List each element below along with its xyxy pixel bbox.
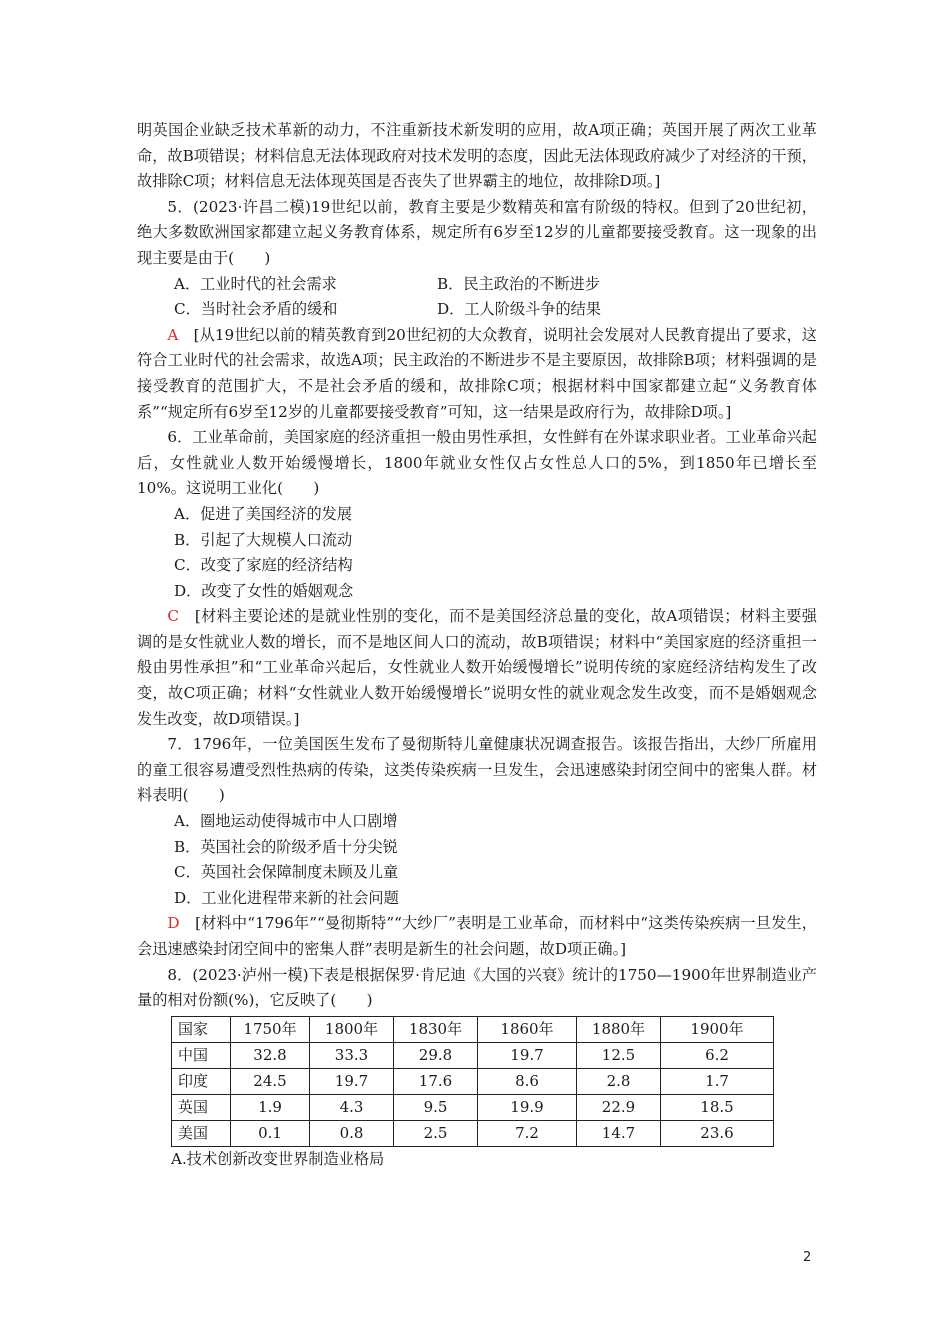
table-row xyxy=(172,1068,774,1094)
answer-letter: C xyxy=(167,607,180,626)
table-cell: 22.9 xyxy=(577,1094,661,1120)
option-a: A．圈地运动使得城市中人口剧增 xyxy=(174,812,398,831)
question-7-answer xyxy=(137,911,817,962)
question-5-stem: 5．(2023·许昌二模)19世纪以前，教育主要是少数精英和富有阶级的特权。但到了20世纪初，绝大多数欧洲国家都建立起义务教育体系，规定所有6岁至12岁的儿童都要接受教育。这一现象的出现主要是由于( ) xyxy=(137,197,817,267)
page-number: 2 xyxy=(803,1250,812,1265)
table-cell: 12.5 xyxy=(577,1042,661,1068)
question-7-stem: 7．1796年，一位美国医生发布了曼彻斯特儿童健康状况调查报告。该报告指出，大纱厂所雇用的童工很容易遭受烈性热病的传染，这类传染疾病一旦发生，会迅速感染封闭空间中的密集人群。材料表明( ) xyxy=(137,735,817,805)
option-c: C．当时社会矛盾的缓和 xyxy=(174,300,338,319)
question-8-stem: 8．(2023·泸州一模)下表是根据保罗·肯尼迪《大国的兴衰》统计的1750—1900年世界制造业产量的相对份额(%)，它反映了( ) xyxy=(137,965,817,1010)
question-6-stem: 6．工业革命前，美国家庭的经济重担一般由男性承担，女性鲜有在外谋求职业者。工业革命兴起后，女性就业人数开始缓慢增长，1800年就业女性仅占女性总人口的5%，到1850年已增长至10%。这说明工业化( ) xyxy=(137,428,817,498)
table-cell: 英国 xyxy=(172,1094,231,1120)
manufacturing-share-table xyxy=(171,1016,774,1147)
option-b: B．引起了大规模人口流动 xyxy=(174,530,353,549)
question-6-answer xyxy=(137,604,817,732)
answer-analysis: [材料主要论述的是就业性别的变化，而不是美国经济总量的变化，故A项错误；材料主要强调的是女性就业人数的增长，而不是地区间人口的流动，故B项错误；材料中“美国家庭的经济重担一般由男性承担”和“工业革命兴起后，女性就业人数开始缓慢增长”说明传统的家庭经济结构发生了改变，故C项正确；材料“女性就业人数开始缓慢增长”说明女性的就业观念发生改变，而不是婚姻观念发生改变，故D项错误。] xyxy=(137,607,817,728)
table-cell: 18.5 xyxy=(661,1094,774,1120)
answer-analysis: [材料中“1796年”“曼彻斯特”“大纱厂”表明是工业革命，而材料中“这类传染疾病一旦发生，会迅速感染封闭空间中的密集人群”表明是新生的社会问题，故D项正确。] xyxy=(137,914,817,958)
option-c: C．英国社会保障制度未顾及儿童 xyxy=(174,863,399,882)
table-cell: 中国 xyxy=(172,1042,231,1068)
table-cell: 29.8 xyxy=(394,1042,478,1068)
option-a: A．促进了美国经济的发展 xyxy=(174,504,353,523)
option-b: B．民主政治的不断进步 xyxy=(437,274,601,293)
table-cell: 19.9 xyxy=(478,1094,577,1120)
table-cell: 8.6 xyxy=(478,1068,577,1094)
table-cell: 美国 xyxy=(172,1120,231,1146)
table-cell: 32.8 xyxy=(231,1042,310,1068)
table-header-cell: 1830年 xyxy=(394,1016,478,1042)
table-cell: 2.8 xyxy=(577,1068,661,1094)
option-d: D．改变了女性的婚姻观念 xyxy=(174,581,354,600)
question-5-options-row-2 xyxy=(137,297,817,323)
option-d: D．工人阶级斗争的结果 xyxy=(437,300,602,319)
table-row xyxy=(172,1094,774,1120)
table-cell: 14.7 xyxy=(577,1120,661,1146)
table-cell: 0.1 xyxy=(231,1120,310,1146)
table-cell: 6.2 xyxy=(661,1042,774,1068)
table-cell: 1.7 xyxy=(661,1068,774,1094)
table-cell: 印度 xyxy=(172,1068,231,1094)
question-8-option-a: A.技术创新改变世界制造业格局 xyxy=(171,1149,385,1168)
table-header-cell: 1800年 xyxy=(310,1016,394,1042)
table-header-cell: 国家 xyxy=(172,1016,231,1042)
table-cell: 0.8 xyxy=(310,1120,394,1146)
table-row xyxy=(172,1120,774,1146)
previous-answer-analysis: 明英国企业缺乏技术革新的动力，不注重新技术新发明的应用，故A项正确；英国开展了两次工业革命，故B项错误；材料信息无法体现政府对技术发明的态度，因此无法体现政府减少了对经济的干预，故排除C项；材料信息无法体现英国是否丧失了世界霸主的地位，故排除D项。] xyxy=(137,121,817,191)
answer-letter: A xyxy=(167,325,179,344)
table-header-row xyxy=(172,1016,774,1042)
table-cell: 4.3 xyxy=(310,1094,394,1120)
option-d: D．工业化进程带来新的社会问题 xyxy=(174,888,399,907)
table-header-cell: 1860年 xyxy=(478,1016,577,1042)
table-cell: 19.7 xyxy=(478,1042,577,1068)
question-5-options-row-1 xyxy=(137,272,817,298)
table-cell: 7.2 xyxy=(478,1120,577,1146)
question-5-answer xyxy=(137,323,817,425)
table-header-cell: 1750年 xyxy=(231,1016,310,1042)
table-cell: 9.5 xyxy=(394,1094,478,1120)
table-cell: 24.5 xyxy=(231,1068,310,1094)
table-cell: 33.3 xyxy=(310,1042,394,1068)
table-cell: 23.6 xyxy=(661,1120,774,1146)
table-cell: 1.9 xyxy=(231,1094,310,1120)
table-cell: 2.5 xyxy=(394,1120,478,1146)
table-row xyxy=(172,1042,774,1068)
answer-analysis: [从19世纪以前的精英教育到20世纪初的大众教育，说明社会发展对人民教育提出了要求，这符合工业时代的社会需求，故选A项；民主政治的不断进步不是主要原因，故排除B项；材料强调的是接受教育的范围扩大，不是社会矛盾的缓和，故排除C项；根据材料中国家都建立起“义务教育体系”“规定所有6岁至12岁的儿童都要接受教育”可知，这一结果是政府行为，故排除D项。] xyxy=(137,325,817,421)
answer-letter: D xyxy=(167,914,180,933)
table-header-cell: 1880年 xyxy=(577,1016,661,1042)
table-cell: 17.6 xyxy=(394,1068,478,1094)
document-page xyxy=(137,118,817,1172)
option-b: B．英国社会的阶级矛盾十分尖锐 xyxy=(174,837,398,856)
option-c: C．改变了家庭的经济结构 xyxy=(174,556,353,575)
option-a: A．工业时代的社会需求 xyxy=(174,274,337,293)
table-cell: 19.7 xyxy=(310,1068,394,1094)
table-header-cell: 1900年 xyxy=(661,1016,774,1042)
